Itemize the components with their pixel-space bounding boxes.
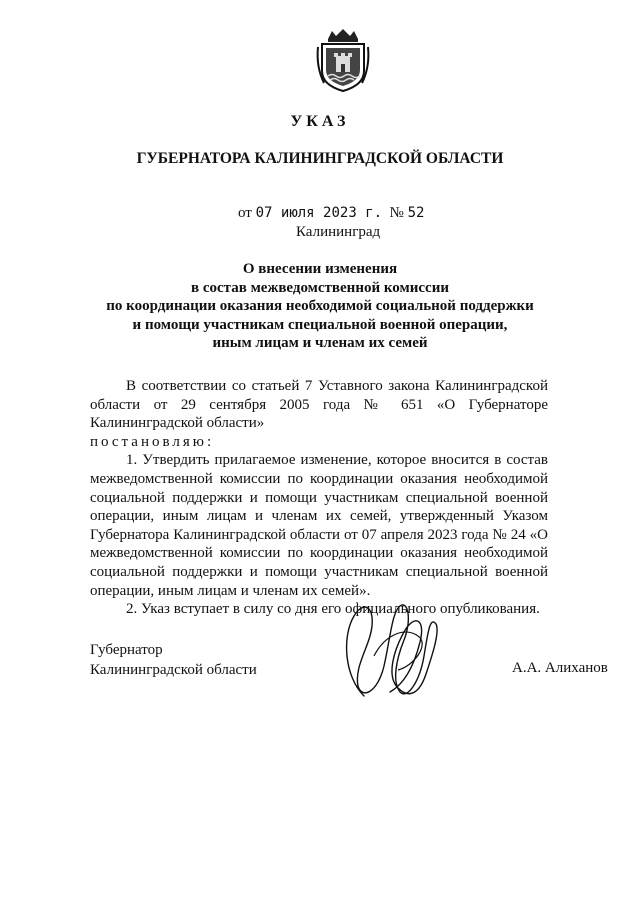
signer-name: А.А. Алиханов xyxy=(512,660,608,676)
handwritten-signature-icon xyxy=(334,596,444,708)
decree-date: 07 июля 2023 г. xyxy=(255,205,383,221)
signer-title-line: Губернатор xyxy=(90,642,163,658)
signer-title xyxy=(90,640,257,680)
heading-line: и помощи участникам специальной военной операции, xyxy=(132,316,508,333)
decree-word-line xyxy=(90,433,548,452)
signer-title-line: Калининградской области xyxy=(90,662,257,678)
heading-line: иным лицам и членам их семей xyxy=(212,335,428,351)
decree-word: постановляю: xyxy=(90,433,215,450)
heading-line: О внесении изменения xyxy=(242,261,398,277)
decree-body xyxy=(90,377,548,619)
decree-title: УКАЗ xyxy=(290,113,350,130)
date-prefix: от xyxy=(238,205,252,221)
item-2-paragraph: 2. Указ вступает в силу со дня его официального опубликования. xyxy=(126,601,540,618)
number-prefix: № xyxy=(389,205,404,221)
date-number-line xyxy=(238,205,424,222)
city-name: Калининград xyxy=(296,224,381,240)
preamble-paragraph: В соответствии со статьей 7 Уставного закона Калининградской области от 29 сентября 2005 года № 651 «О Губернаторе Калининградской области» xyxy=(90,378,548,432)
item-1-paragraph: 1. Утвердить прилагаемое изменение, которое вносится в состав межведомственной комиссии по координации оказания необходимой социальной поддержки и помощи участникам специальной военной операции, иным лицам и членам их семей, утвержденный Указом Губернатора Калининградской области от 07 апреля 2023 года № 24 «О межведомственной комиссии по координации оказания необходимой социальной поддержки и помощи участникам специальной военной операции, иным лицам и членам их семей». xyxy=(90,452,548,599)
heading-line: по координации оказания необходимой социальной поддержки xyxy=(106,298,534,314)
decree-heading xyxy=(0,260,640,353)
heading-line: в состав межведомственной комиссии xyxy=(191,279,449,296)
decree-subtitle: ГУБЕРНАТОРА КАЛИНИНГРАДСКОЙ ОБЛАСТИ xyxy=(136,150,504,167)
decree-number: 52 xyxy=(407,205,425,221)
coat-of-arms-icon xyxy=(314,27,372,93)
